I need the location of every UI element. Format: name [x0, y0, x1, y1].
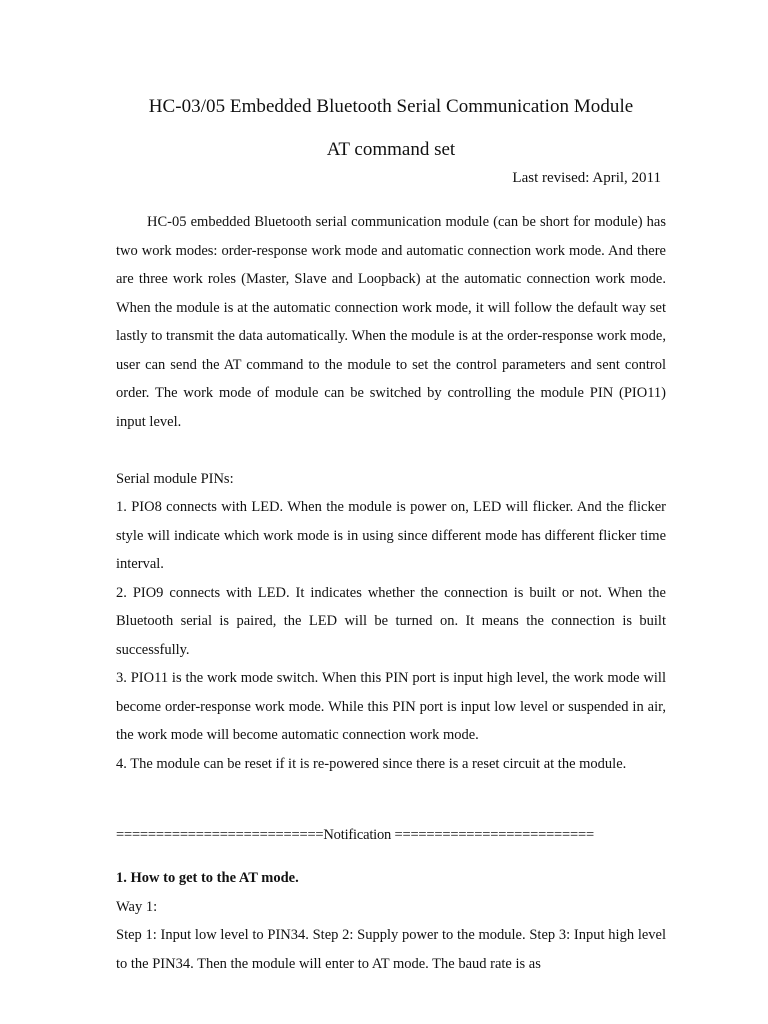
- last-revised-date: Last revised: April, 2011: [512, 170, 661, 186]
- pins-heading: Serial module PINs:: [116, 470, 234, 487]
- intro-paragraph: HC-05 embedded Bluetooth serial communication module (can be short for module) has two work modes: order-response work mode and automatic connection work mode. And there are three work roles (Master, Slave and Loopback) at the automatic connection work mode. When the module is at the automatic connection work mode, it will follow the default way set lastly to transmit the data automatically. When the module is at the order-response work mode, user can send the AT command to the module to set the control parameters and sent control order. The work mode of module can be switched by controlling the module PIN (PIO11) input level.: [116, 214, 666, 430]
- pin-item-pio8: 1. PIO8 connects with LED. When the module is power on, LED will flicker. And the flicker style will indicate which work mode is in using since different mode has different flicker time interval.: [116, 499, 666, 572]
- notification-divider: ==========================Notification =========================: [116, 827, 594, 843]
- document-subtitle: AT command set: [326, 139, 456, 160]
- section-heading-at-mode: 1. How to get to the AT mode.: [116, 870, 299, 886]
- document-title: HC-03/05 Embedded Bluetooth Serial Communication Module: [148, 96, 634, 117]
- pin-item-reset: 4. The module can be reset if it is re-powered since there is a reset circuit at the module.: [116, 755, 627, 772]
- way-1-label: Way 1:: [116, 898, 158, 915]
- paragraph-spacer: [116, 778, 666, 807]
- pin-item-pio9: 2. PIO9 connects with LED. It indicates whether the connection is built or not. When the Bluetooth serial is paired, the LED will be turned on. It means the connection is built successfully.: [116, 584, 666, 658]
- pin-item-pio11: 3. PIO11 is the work mode switch. When this PIN port is input high level, the work mode will become order-response work mode. While this PIN port is input low level or suspended in air, the work mode will become automatic connection work mode.: [116, 670, 666, 743]
- paragraph-spacer: [116, 436, 666, 465]
- steps-paragraph: Step 1: Input low level to PIN34. Step 2: Supply power to the module. Step 3: Input high level to the PIN34. Then the module will enter to AT mode. The baud rate is as: [116, 927, 666, 972]
